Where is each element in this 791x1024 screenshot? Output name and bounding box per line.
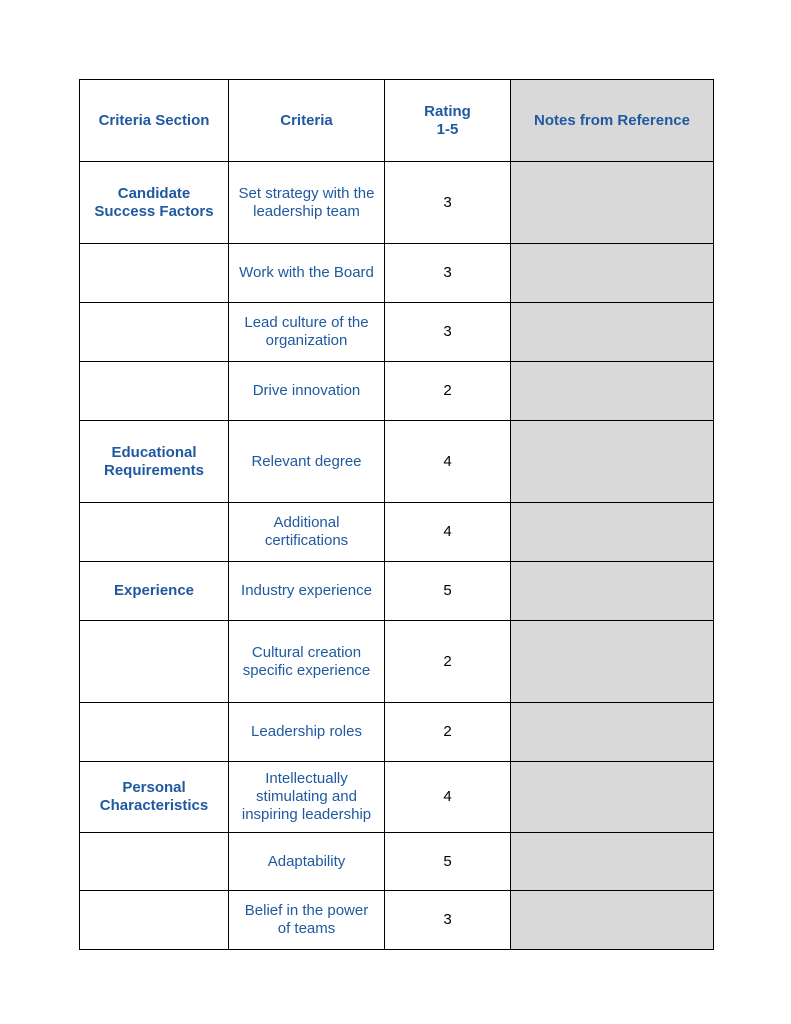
criteria-cell: Relevant degree: [229, 421, 385, 503]
criteria-cell: Additional certifications: [229, 503, 385, 562]
header-rating-label: Rating: [424, 102, 471, 120]
notes-cell[interactable]: [511, 162, 714, 244]
notes-cell[interactable]: [511, 833, 714, 891]
criteria-cell: Lead culture of the organization: [229, 303, 385, 362]
section-cell: [80, 833, 229, 891]
criteria-cell: Belief in the power of teams: [229, 891, 385, 950]
table-row: [80, 162, 714, 244]
table-header-row: [80, 80, 714, 162]
header-rating-scale: 1-5: [436, 120, 459, 138]
header-notes: Notes from Reference: [511, 80, 714, 162]
table-row: [80, 621, 714, 703]
header-criteria-section: Criteria Section: [80, 80, 229, 162]
table-row: [80, 503, 714, 562]
notes-cell[interactable]: [511, 621, 714, 703]
table-row: [80, 762, 714, 833]
table-row: [80, 833, 714, 891]
reference-criteria-table: [79, 79, 714, 950]
notes-cell[interactable]: [511, 762, 714, 833]
section-cell: [80, 621, 229, 703]
section-cell: [80, 303, 229, 362]
table-row: [80, 244, 714, 303]
rating-cell: 2: [385, 621, 511, 703]
notes-cell[interactable]: [511, 303, 714, 362]
section-cell: Experience: [80, 562, 229, 621]
table-row: [80, 362, 714, 421]
criteria-cell: Intellectually stimulating and inspiring leadership: [229, 762, 385, 833]
table-row: [80, 562, 714, 621]
criteria-cell: Industry experience: [229, 562, 385, 621]
notes-cell[interactable]: [511, 891, 714, 950]
table-row: [80, 891, 714, 950]
rating-cell: 3: [385, 162, 511, 244]
table-row: [80, 303, 714, 362]
table-row: [80, 703, 714, 762]
criteria-cell: Drive innovation: [229, 362, 385, 421]
section-cell: [80, 891, 229, 950]
section-cell: [80, 703, 229, 762]
section-cell: Educational Requirements: [80, 421, 229, 503]
section-cell: Candidate Success Factors: [80, 162, 229, 244]
rating-cell: 3: [385, 303, 511, 362]
rating-cell: 2: [385, 703, 511, 762]
rating-cell: 5: [385, 833, 511, 891]
section-cell: [80, 362, 229, 421]
criteria-cell: Set strategy with the leadership team: [229, 162, 385, 244]
notes-cell[interactable]: [511, 562, 714, 621]
section-cell: [80, 244, 229, 303]
criteria-cell: Adaptability: [229, 833, 385, 891]
rating-cell: 3: [385, 891, 511, 950]
notes-cell[interactable]: [511, 703, 714, 762]
rating-cell: 4: [385, 762, 511, 833]
section-cell: Personal Characteristics: [80, 762, 229, 833]
notes-cell[interactable]: [511, 362, 714, 421]
header-rating: [385, 80, 511, 162]
rating-cell: 4: [385, 421, 511, 503]
notes-cell[interactable]: [511, 503, 714, 562]
criteria-cell: Cultural creation specific experience: [229, 621, 385, 703]
rating-cell: 5: [385, 562, 511, 621]
rating-cell: 3: [385, 244, 511, 303]
header-criteria: Criteria: [229, 80, 385, 162]
section-cell: [80, 503, 229, 562]
criteria-cell: Leadership roles: [229, 703, 385, 762]
rating-cell: 4: [385, 503, 511, 562]
criteria-cell: Work with the Board: [229, 244, 385, 303]
notes-cell[interactable]: [511, 421, 714, 503]
table-row: [80, 421, 714, 503]
notes-cell[interactable]: [511, 244, 714, 303]
rating-cell: 2: [385, 362, 511, 421]
